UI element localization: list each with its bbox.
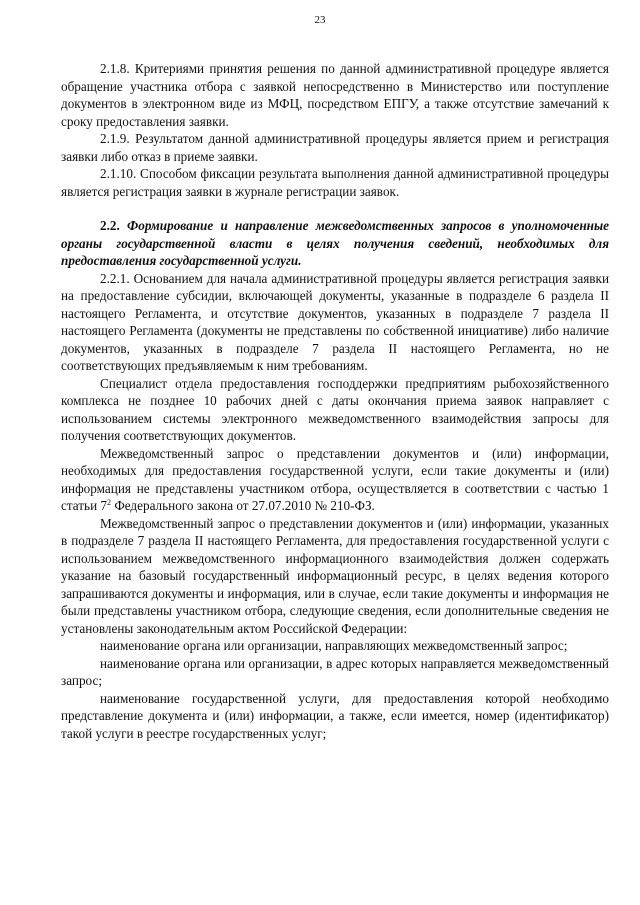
paragraph-specialist: Специалист отдела предоставления господдержки предприятиям рыбохозяйственного комплекса не позднее 10 рабочих дней с даты окончания приема заявок направляет с использованием системы электронного межведомственного взаимодействия запросы для получения соответствующих документов. bbox=[61, 375, 609, 443]
paragraph-law-reference bbox=[61, 445, 609, 515]
list-item-recipient-organ: наименование органа или организации, в адрес которых направляется межведомственный запрос; bbox=[61, 655, 609, 688]
section-title: Формирование и направление межведомственных запросов в уполномоченные органы государственной власти в целях получения сведений, необходимых для предоставления государственной услуги. bbox=[61, 218, 609, 268]
paragraph-interagency-request: Межведомственный запрос о представлении документов и (или) информации, указанных в подразделе 7 раздела II настоящего Регламента, для предоставления государственной услуги с использованием межведомственного информационного взаимодействия должен содержать указание на базовый государственный информационный ресурс, в целях ведения которого запрашиваются документы и информация, или в случае, если такие документы и информация не были представлены участником отбора, следующие сведения, если дополнительные сведения не установлены законодательным актом Российской Федерации: bbox=[61, 515, 609, 636]
list-item-service-name: наименование государственной услуги, для предоставления которой необходимо представление документа и (или) информации, а также, если имеется, номер (идентификатор) такой услуги в реестре государственных услуг; bbox=[61, 690, 609, 741]
paragraph-2-1-8: 2.1.8. Критериями принятия решения по данной административной процедуре является обращение участника отбора с заявкой непосредственно в Министерство или поступление документов в электронном виде из МФЦ, посредством ЕПГУ, а также отсутствие замечаний к сроку предоставления заявки. bbox=[61, 61, 609, 129]
page-number: 23 bbox=[314, 14, 326, 26]
paragraph-2-1-9: 2.1.9. Результатом данной административной процедуры является прием и регистрация заявки либо отказ в приеме заявки. bbox=[61, 131, 609, 164]
list-item-requesting-organ: наименование органа или организации, направляющих межведомственный запрос; bbox=[100, 638, 568, 653]
section-number: 2.2. bbox=[100, 218, 120, 233]
law-text-after: Федерального закона от 27.07.2010 № 210-ФЗ. bbox=[111, 498, 375, 513]
paragraph-2-2-1: 2.2.1. Основанием для начала административной процедуры является регистрация заявки на предоставление субсидии, включающей документы, указанные в подразделе 6 раздела II настоящего Регламента, и отсутствие документов, указанных в подразделе 7 раздела II настоящего Регламента (документы не представлены по собственной инициативе) либо наличие документов, указанных в подразделе 7 раздела II настоящего Регламента, но не соответствующих предъявляемым к ним требованиям. bbox=[61, 270, 609, 373]
document-body bbox=[61, 60, 609, 742]
law-text-before: Межведомственный запрос о представлении документов и (или) информации, необходимых для предоставления государственной услуги, если такие документы и (или) информация не представлены участником отбора, осуществляется в соответствии с частью 1 статьи 7 bbox=[61, 445, 609, 513]
law-superscript: 2 bbox=[107, 498, 112, 507]
paragraph-2-1-10: 2.1.10. Способом фиксации результата выполнения данной административной процедуры является регистрация заявки в журнале регистрации заявок. bbox=[61, 166, 609, 199]
section-heading-2-2 bbox=[61, 217, 609, 270]
